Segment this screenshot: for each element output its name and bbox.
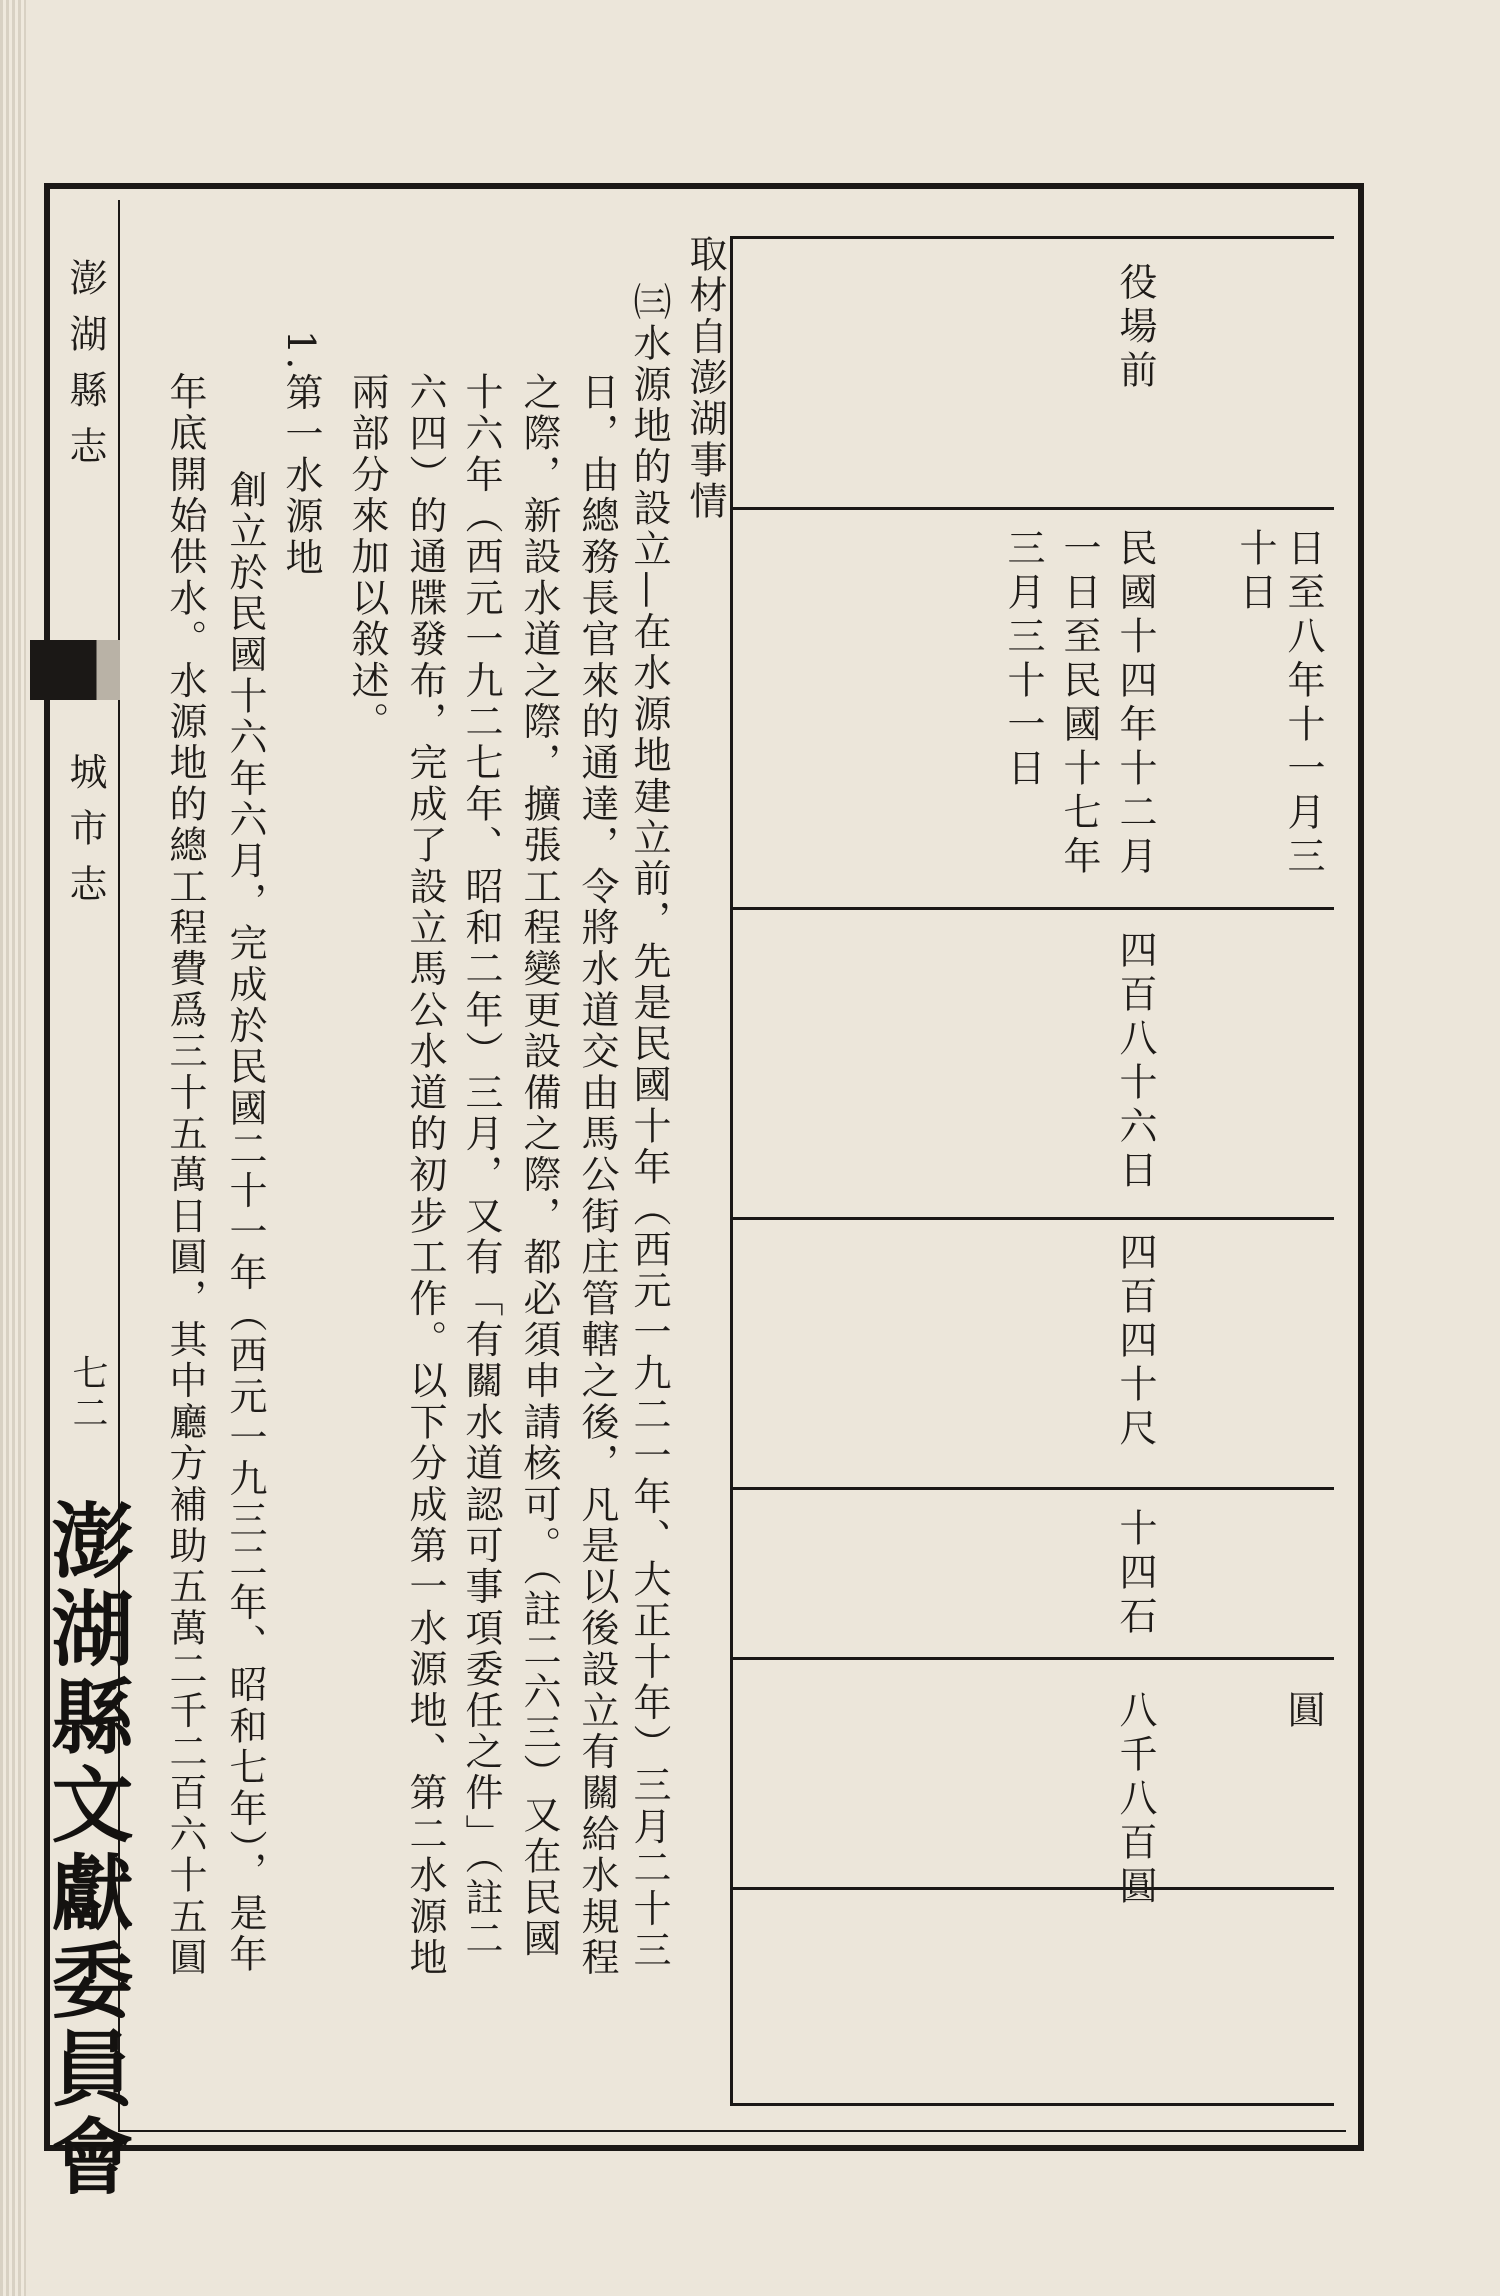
bottom-rule bbox=[118, 2130, 1346, 2132]
table-cell-length: 四百四十尺 bbox=[1113, 1232, 1157, 1452]
section-tab-marker bbox=[30, 640, 120, 700]
table-cell-cost: 八千八百圓 bbox=[1113, 1690, 1157, 1910]
paragraph-line: 六四）的通牒發布，完成了設立馬公水道的初步工作。以下分成第一水源地、第二水源地 bbox=[403, 372, 447, 1979]
table-cell-office-date1: 民國十四年十二月 bbox=[1113, 528, 1157, 880]
book-title: 澎湖縣志 bbox=[63, 258, 107, 482]
paragraph-line: 日，由總務長官來的通達，令將水道交由馬公街庄管轄之後，凡是以後設立有關給水規程 bbox=[575, 372, 619, 1979]
section-title: 城市志 bbox=[63, 752, 107, 920]
table-cell-date-line1: 日至八年十一月三 bbox=[1281, 528, 1325, 880]
publisher-name: 澎湖縣文獻委員會 bbox=[38, 1498, 134, 2202]
table-cell-office-date2: 一日至民國十七年 bbox=[1057, 528, 1101, 880]
table-rule bbox=[733, 507, 1334, 510]
book-binding-edge bbox=[0, 0, 26, 2296]
table-rule bbox=[733, 1657, 1334, 1660]
table-cell-unit: 圓 bbox=[1281, 1690, 1325, 1734]
data-table bbox=[730, 236, 1334, 2106]
table-cell-office-label: 役場前 bbox=[1113, 262, 1157, 394]
paragraph-line: 兩部分來加以敘述。 bbox=[345, 372, 389, 743]
subsection-line: 創立於民國十六年六月，完成於民國二十一年（西元一九三二年、昭和七年），是年 bbox=[223, 470, 267, 1976]
paragraph-line: 十六年（西元一九二七年、昭和二年）三月，又有「有關水道認可事項委任之件」（註二 bbox=[459, 372, 503, 1960]
table-rule bbox=[733, 907, 1334, 910]
table-cell-days: 四百八十六日 bbox=[1113, 930, 1157, 1194]
table-cell-stones: 十四石 bbox=[1113, 1508, 1157, 1640]
paragraph-line: ㈢水源地的設立—在水源地建立前，先是民國十年（西元一九二一年、大正十年）三月二十三 bbox=[627, 282, 671, 1972]
table-rule bbox=[733, 1487, 1334, 1490]
subheading: 1.第一水源地 bbox=[279, 330, 323, 579]
paragraph-line: 之際，新設水道之際，擴張工程變更設備之際，都必須申請核可。（註二六三）又在民國 bbox=[517, 372, 561, 1960]
subsection-line: 年底開始供水。水源地的總工程費爲三十五萬日圓，其中廳方補助五萬二千二百六十五圓 bbox=[163, 372, 207, 1979]
table-cell-date-line2: 十日 bbox=[1233, 528, 1277, 616]
table-rule bbox=[733, 1887, 1334, 1890]
page-number: 七二 bbox=[67, 1354, 108, 1434]
table-cell-office-date3: 三月三十一日 bbox=[1001, 528, 1045, 792]
table-rule bbox=[733, 1217, 1334, 1220]
source-note: 取材自澎湖事情 bbox=[683, 234, 727, 523]
